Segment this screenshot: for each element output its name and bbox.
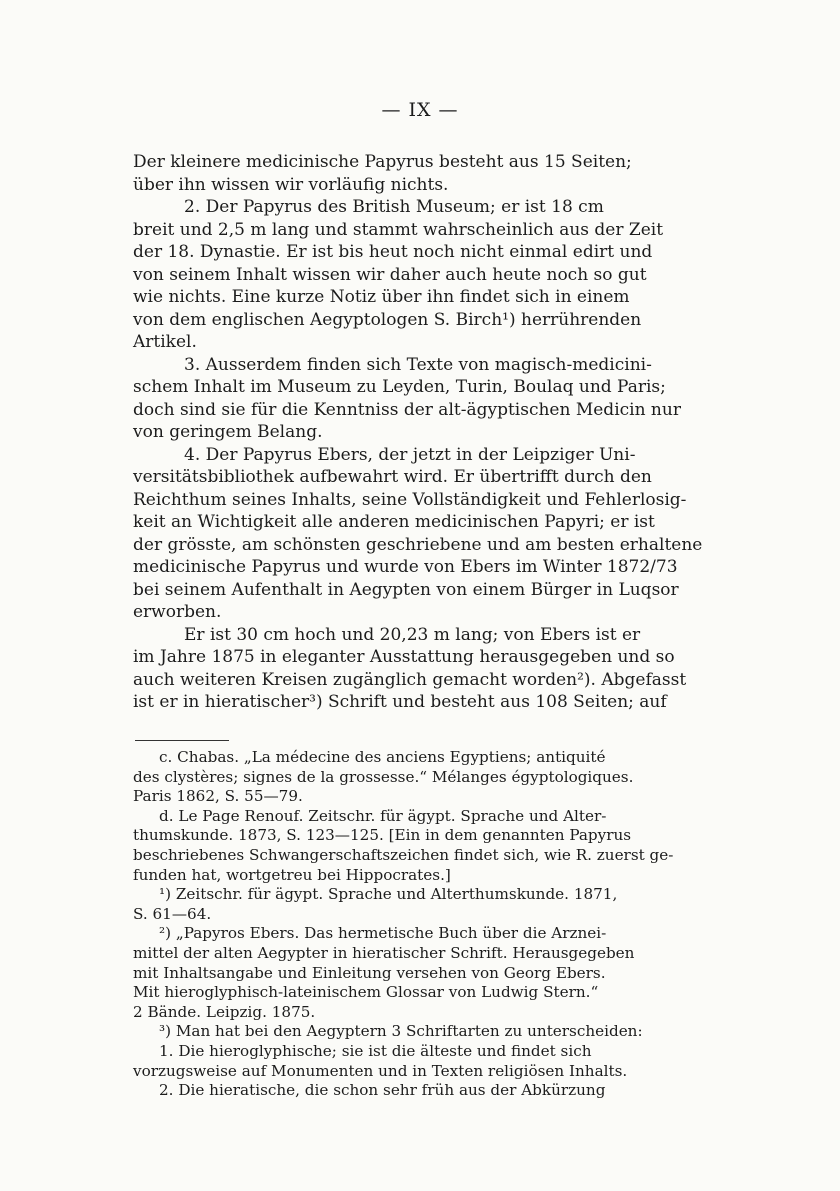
text-line: Der kleinere medicinische Papyrus besteht aus 15 Seiten; bbox=[133, 152, 632, 172]
text-line: wie nichts. Eine kurze Notiz über ihn findet sich in einem bbox=[133, 287, 630, 307]
footnote-line: c. Chabas. „La médecine des anciens Egyptiens; antiquité bbox=[159, 748, 606, 766]
text-line: 2. Der Papyrus des British Museum; er ist 18 cm bbox=[184, 197, 604, 217]
page-number: — IX — bbox=[381, 99, 459, 121]
text-line: im Jahre 1875 in eleganter Ausstattung herausgegeben und so bbox=[133, 647, 675, 667]
text-line: Er ist 30 cm hoch und 20,23 m lang; von Ebers ist er bbox=[184, 624, 641, 645]
text-line: Artikel. bbox=[133, 332, 197, 352]
footnote-line: 1. Die hieroglyphische; sie ist die älteste und findet sich bbox=[159, 1041, 592, 1060]
footnote-line: des clystères; signes de la grossesse.“ Mélanges égyptologiques. bbox=[133, 767, 634, 786]
text-line: ist er in hieratischer³) Schrift und besteht aus 108 Seiten; auf bbox=[133, 692, 667, 712]
footnote-line: thumskunde. 1873, S. 123—125. [Ein in dem genannten Papyrus bbox=[133, 826, 632, 845]
text-line: auch weiteren Kreisen zugänglich gemacht worden²). Abgefasst bbox=[133, 669, 687, 690]
footnote-line: funden hat, wortgetreu bei Hippocrates.] bbox=[133, 865, 451, 884]
footnote-line: Mit hieroglyphisch-lateinischem Glossar von Ludwig Stern.“ bbox=[133, 983, 599, 1002]
text-line: keit an Wichtigkeit alle anderen medicinischen Papyri; er ist bbox=[133, 512, 655, 532]
text-line: 3. Ausserdem finden sich Texte von magisch-medicini- bbox=[184, 354, 652, 375]
footnote-divider bbox=[135, 740, 229, 741]
text-line: von seinem Inhalt wissen wir daher auch heute noch so gut bbox=[133, 264, 647, 285]
text-line: breit und 2,5 m lang und stammt wahrscheinlich aus der Zeit bbox=[133, 219, 664, 240]
footnote-line: vorzugsweise auf Monumenten und in Texten religiösen Inhalts. bbox=[133, 1061, 628, 1080]
text-line: medicinische Papyrus und wurde von Ebers im Winter 1872/73 bbox=[133, 557, 678, 577]
text-line: versitätsbibliothek aufbewahrt wird. Er übertrifft durch den bbox=[133, 467, 652, 487]
text-line: über ihn wissen wir vorläufig nichts. bbox=[133, 174, 449, 195]
footnote-line: ¹) Zeitschr. für ägypt. Sprache und Alterthumskunde. 1871, bbox=[159, 885, 618, 904]
footnotes bbox=[133, 748, 713, 1101]
footnote-line: mit Inhaltsangabe und Einleitung versehen von Georg Ebers. bbox=[133, 963, 606, 982]
text-line: doch sind sie für die Kenntniss der alt-ägyptischen Medicin nur bbox=[133, 399, 681, 420]
text-line: von geringem Belang. bbox=[133, 422, 323, 442]
main-text bbox=[133, 151, 713, 714]
footnote-line: d. Le Page Renouf. Zeitschr. für ägypt. Sprache und Alter- bbox=[159, 806, 607, 825]
text-line: erworben. bbox=[133, 602, 222, 622]
text-line: der grösste, am schönsten geschriebene und am besten erhaltene bbox=[133, 534, 703, 555]
footnote-line: beschriebenes Schwangerschaftszeichen findet sich, wie R. zuerst ge- bbox=[133, 845, 674, 864]
text-line: Reichthum seines Inhalts, seine Vollständigkeit und Fehlerlosig- bbox=[133, 489, 687, 510]
text-line: 4. Der Papyrus Ebers, der jetzt in der Leipziger Uni- bbox=[184, 444, 636, 465]
footnote-line: ²) „Papyros Ebers. Das hermetische Buch über die Arznei- bbox=[159, 924, 607, 943]
footnote-line: Paris 1862, S. 55—79. bbox=[133, 787, 303, 806]
footnote-line: ³) Man hat bei den Aegyptern 3 Schriftarten zu unterscheiden: bbox=[159, 1022, 643, 1041]
footnote-line: 2. Die hieratische, die schon sehr früh aus der Abkürzung bbox=[159, 1081, 606, 1100]
footnote-line: 2 Bände. Leipzig. 1875. bbox=[133, 1002, 316, 1021]
text-line: schem Inhalt im Museum zu Leyden, Turin, Boulaq und Paris; bbox=[133, 377, 666, 397]
footnote-line: mittel der alten Aegypter in hieratischer Schrift. Herausgegeben bbox=[133, 943, 635, 962]
text-line: von dem englischen Aegyptologen S. Birch¹) herrührenden bbox=[133, 309, 642, 330]
footnote-line: S. 61—64. bbox=[133, 904, 212, 923]
text-line: der 18. Dynastie. Er ist bis heut noch nicht einmal edirt und bbox=[133, 242, 653, 262]
text-line: bei seinem Aufenthalt in Aegypten von einem Bürger in Luqsor bbox=[133, 579, 679, 600]
